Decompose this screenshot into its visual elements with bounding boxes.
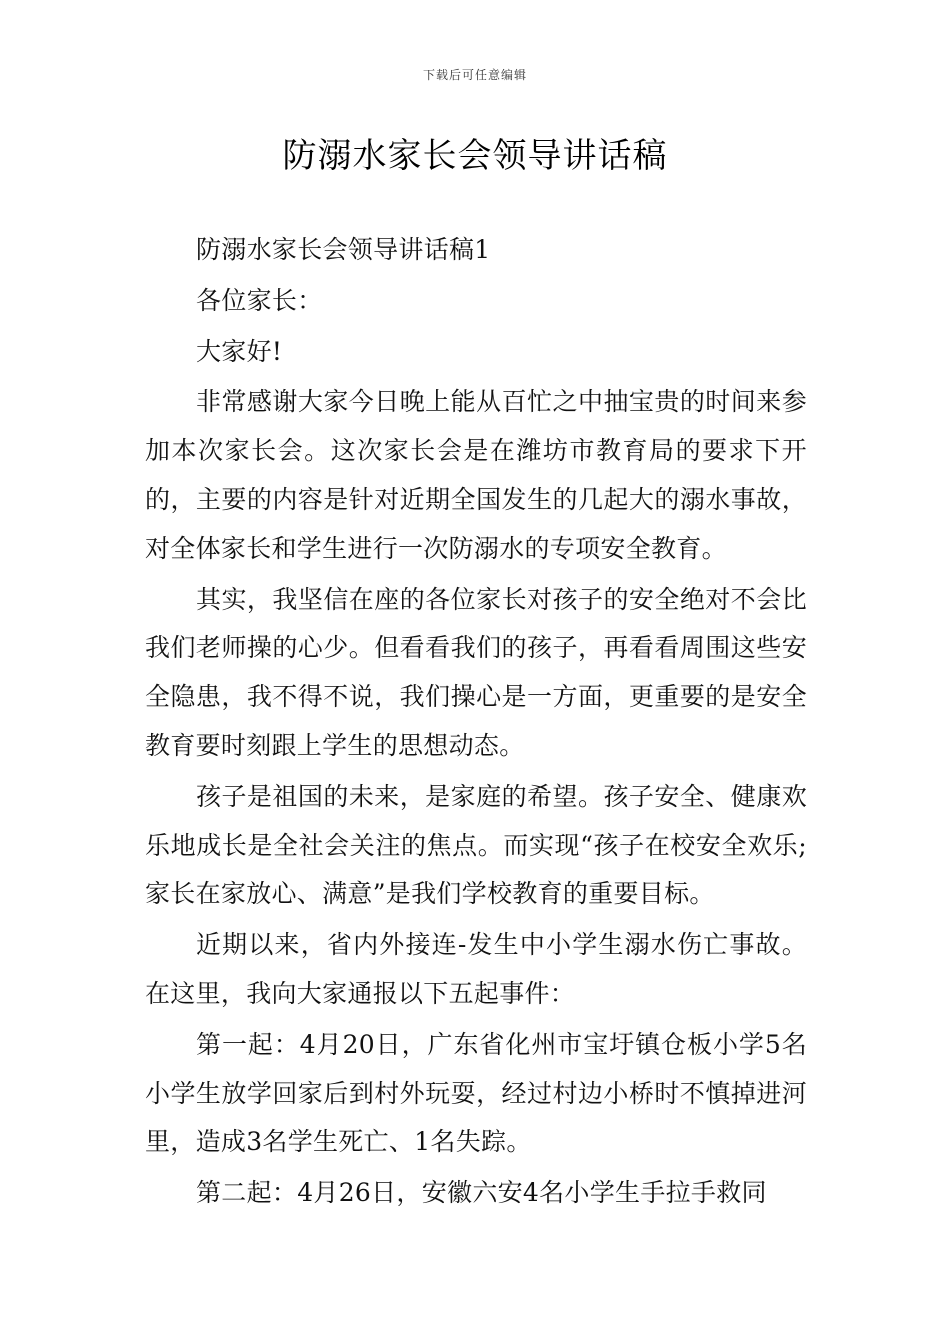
paragraph-salutation: 各位家长： [196,285,323,315]
document-body [145,226,807,1220]
paragraph: 孩子是祖国的未来，是家庭的希望。孩子安全、健康欢乐地成长是全社会关注的焦点。而实现“孩子在校安全欢乐;家长在家放心、满意”是我们学校教育的重要目标。 [145,781,807,909]
document-title: 防溺水家长会领导讲话稿 [282,136,668,176]
header-note: 下载后可任意编辑 [422,68,527,82]
paragraph: 非常感谢大家今日晚上能从百忙之中抽宝贵的时间来参加本次家长会。这次家长会是在潍坊市教育局的要求下开的，主要的内容是针对近期全国发生的几起大的溺水事故，对全体家长和学生进行一次防溺水的专项安全教育。 [145,387,807,563]
paragraph-greeting: 大家好! [196,336,283,366]
paragraph: 其实，我坚信在座的各位家长对孩子的安全绝对不会比我们老师操的心少。但看看我们的孩子，再看看周围这些安全隐患，我不得不说，我们操心是一方面，更重要的是安全教育要时刻跟上学生的思想动态。 [145,584,807,760]
paragraph-subtitle: 防溺水家长会领导讲话稿1 [196,235,491,264]
paragraph: 近期以来，省内外接连-发生中小学生溺水伤亡事故。在这里，我向大家通报以下五起事件： [145,930,807,1008]
paragraph: 第二起：4月26日，安徽六安4名小学生手拉手救同 [196,1178,767,1208]
paragraph: 第一起：4月20日，广东省化州市宝圩镇仓板小学5名小学生放学回家后到村外玩耍，经过村边小桥时不慎掉进河里，造成3名学生死亡、1名失踪。 [145,1029,807,1157]
